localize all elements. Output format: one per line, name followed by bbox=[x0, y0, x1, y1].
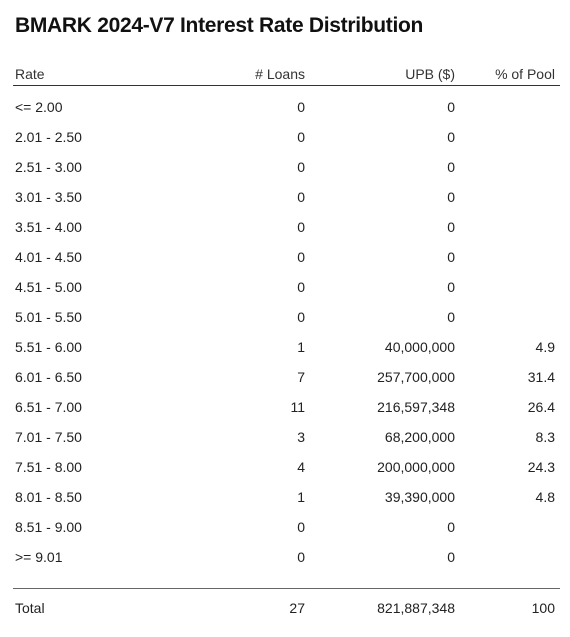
column-header-rate: Rate bbox=[15, 66, 45, 82]
cell-rate: 3.01 - 3.50 bbox=[15, 189, 82, 205]
table-row bbox=[13, 362, 560, 392]
column-header-pct: % of Pool bbox=[495, 66, 555, 82]
cell-rate: 2.51 - 3.00 bbox=[15, 159, 82, 175]
table-row bbox=[13, 452, 560, 482]
cell-rate: 4.51 - 5.00 bbox=[15, 279, 82, 295]
cell-upb: 40,000,000 bbox=[384, 339, 455, 355]
cell-upb: 0 bbox=[447, 99, 455, 115]
cell-loans: 0 bbox=[297, 159, 305, 175]
cell-loans: 0 bbox=[297, 189, 305, 205]
table-row bbox=[13, 482, 560, 512]
cell-loans: 1 bbox=[297, 339, 305, 355]
cell-pct: 8.3 bbox=[535, 429, 555, 445]
cell-rate: 8.01 - 8.50 bbox=[15, 489, 82, 505]
cell-loans: 11 bbox=[290, 399, 305, 415]
cell-upb: 39,390,000 bbox=[384, 489, 455, 505]
column-header-loans: # Loans bbox=[255, 66, 305, 82]
page-title: BMARK 2024-V7 Interest Rate Distribution bbox=[15, 14, 424, 37]
cell-upb: 0 bbox=[447, 309, 455, 325]
cell-upb: 0 bbox=[447, 129, 455, 145]
cell-rate: 2.01 - 2.50 bbox=[15, 129, 82, 145]
total-pct: 100 bbox=[531, 600, 555, 616]
cell-pct: 31.4 bbox=[527, 369, 555, 385]
cell-upb: 257,700,000 bbox=[377, 369, 455, 385]
cell-upb: 0 bbox=[447, 249, 455, 265]
table-row bbox=[13, 212, 560, 242]
total-upb: 821,887,348 bbox=[377, 600, 455, 616]
cell-loans: 0 bbox=[297, 279, 305, 295]
cell-upb: 0 bbox=[447, 159, 455, 175]
table-body bbox=[13, 86, 560, 572]
table-row bbox=[13, 332, 560, 362]
cell-loans: 1 bbox=[297, 489, 305, 505]
cell-upb: 0 bbox=[447, 219, 455, 235]
cell-loans: 0 bbox=[297, 249, 305, 265]
cell-loans: 0 bbox=[297, 99, 305, 115]
cell-pct: 4.9 bbox=[535, 339, 555, 355]
table-row bbox=[13, 542, 560, 572]
table-row bbox=[13, 182, 560, 212]
table-row bbox=[13, 152, 560, 182]
cell-pct: 26.4 bbox=[527, 399, 555, 415]
cell-rate: 7.51 - 8.00 bbox=[15, 459, 82, 475]
cell-upb: 216,597,348 bbox=[377, 399, 455, 415]
total-loans: 27 bbox=[289, 600, 305, 616]
table-header bbox=[13, 64, 560, 86]
cell-rate: 3.51 - 4.00 bbox=[15, 219, 82, 235]
cell-rate: <= 2.00 bbox=[15, 99, 63, 115]
cell-loans: 3 bbox=[297, 429, 305, 445]
table-row bbox=[13, 272, 560, 302]
table-row bbox=[13, 302, 560, 332]
cell-upb: 200,000,000 bbox=[377, 459, 455, 475]
cell-upb: 68,200,000 bbox=[384, 429, 455, 445]
table-row bbox=[13, 122, 560, 152]
cell-rate: 6.01 - 6.50 bbox=[15, 369, 82, 385]
cell-upb: 0 bbox=[447, 549, 455, 565]
table-row bbox=[13, 512, 560, 542]
table-row bbox=[13, 392, 560, 422]
cell-upb: 0 bbox=[447, 519, 455, 535]
interest-rate-table bbox=[13, 64, 560, 627]
cell-rate: 6.51 - 7.00 bbox=[15, 399, 82, 415]
cell-rate: 7.01 - 7.50 bbox=[15, 429, 82, 445]
cell-rate: >= 9.01 bbox=[15, 549, 63, 565]
table-row bbox=[13, 242, 560, 272]
cell-upb: 0 bbox=[447, 189, 455, 205]
cell-rate: 8.51 - 9.00 bbox=[15, 519, 82, 535]
cell-rate: 5.51 - 6.00 bbox=[15, 339, 82, 355]
cell-loans: 0 bbox=[297, 129, 305, 145]
cell-loans: 0 bbox=[297, 309, 305, 325]
cell-loans: 7 bbox=[297, 369, 305, 385]
cell-loans: 0 bbox=[297, 519, 305, 535]
total-label: Total bbox=[15, 600, 45, 616]
cell-rate: 5.01 - 5.50 bbox=[15, 309, 82, 325]
cell-rate: 4.01 - 4.50 bbox=[15, 249, 82, 265]
cell-upb: 0 bbox=[447, 279, 455, 295]
cell-pct: 4.8 bbox=[535, 489, 555, 505]
table-row bbox=[13, 92, 560, 122]
column-header-upb: UPB ($) bbox=[405, 66, 455, 82]
table-row bbox=[13, 422, 560, 452]
cell-loans: 0 bbox=[297, 219, 305, 235]
cell-loans: 0 bbox=[297, 549, 305, 565]
total-row bbox=[13, 589, 560, 627]
cell-pct: 24.3 bbox=[527, 459, 555, 475]
cell-loans: 4 bbox=[297, 459, 305, 475]
